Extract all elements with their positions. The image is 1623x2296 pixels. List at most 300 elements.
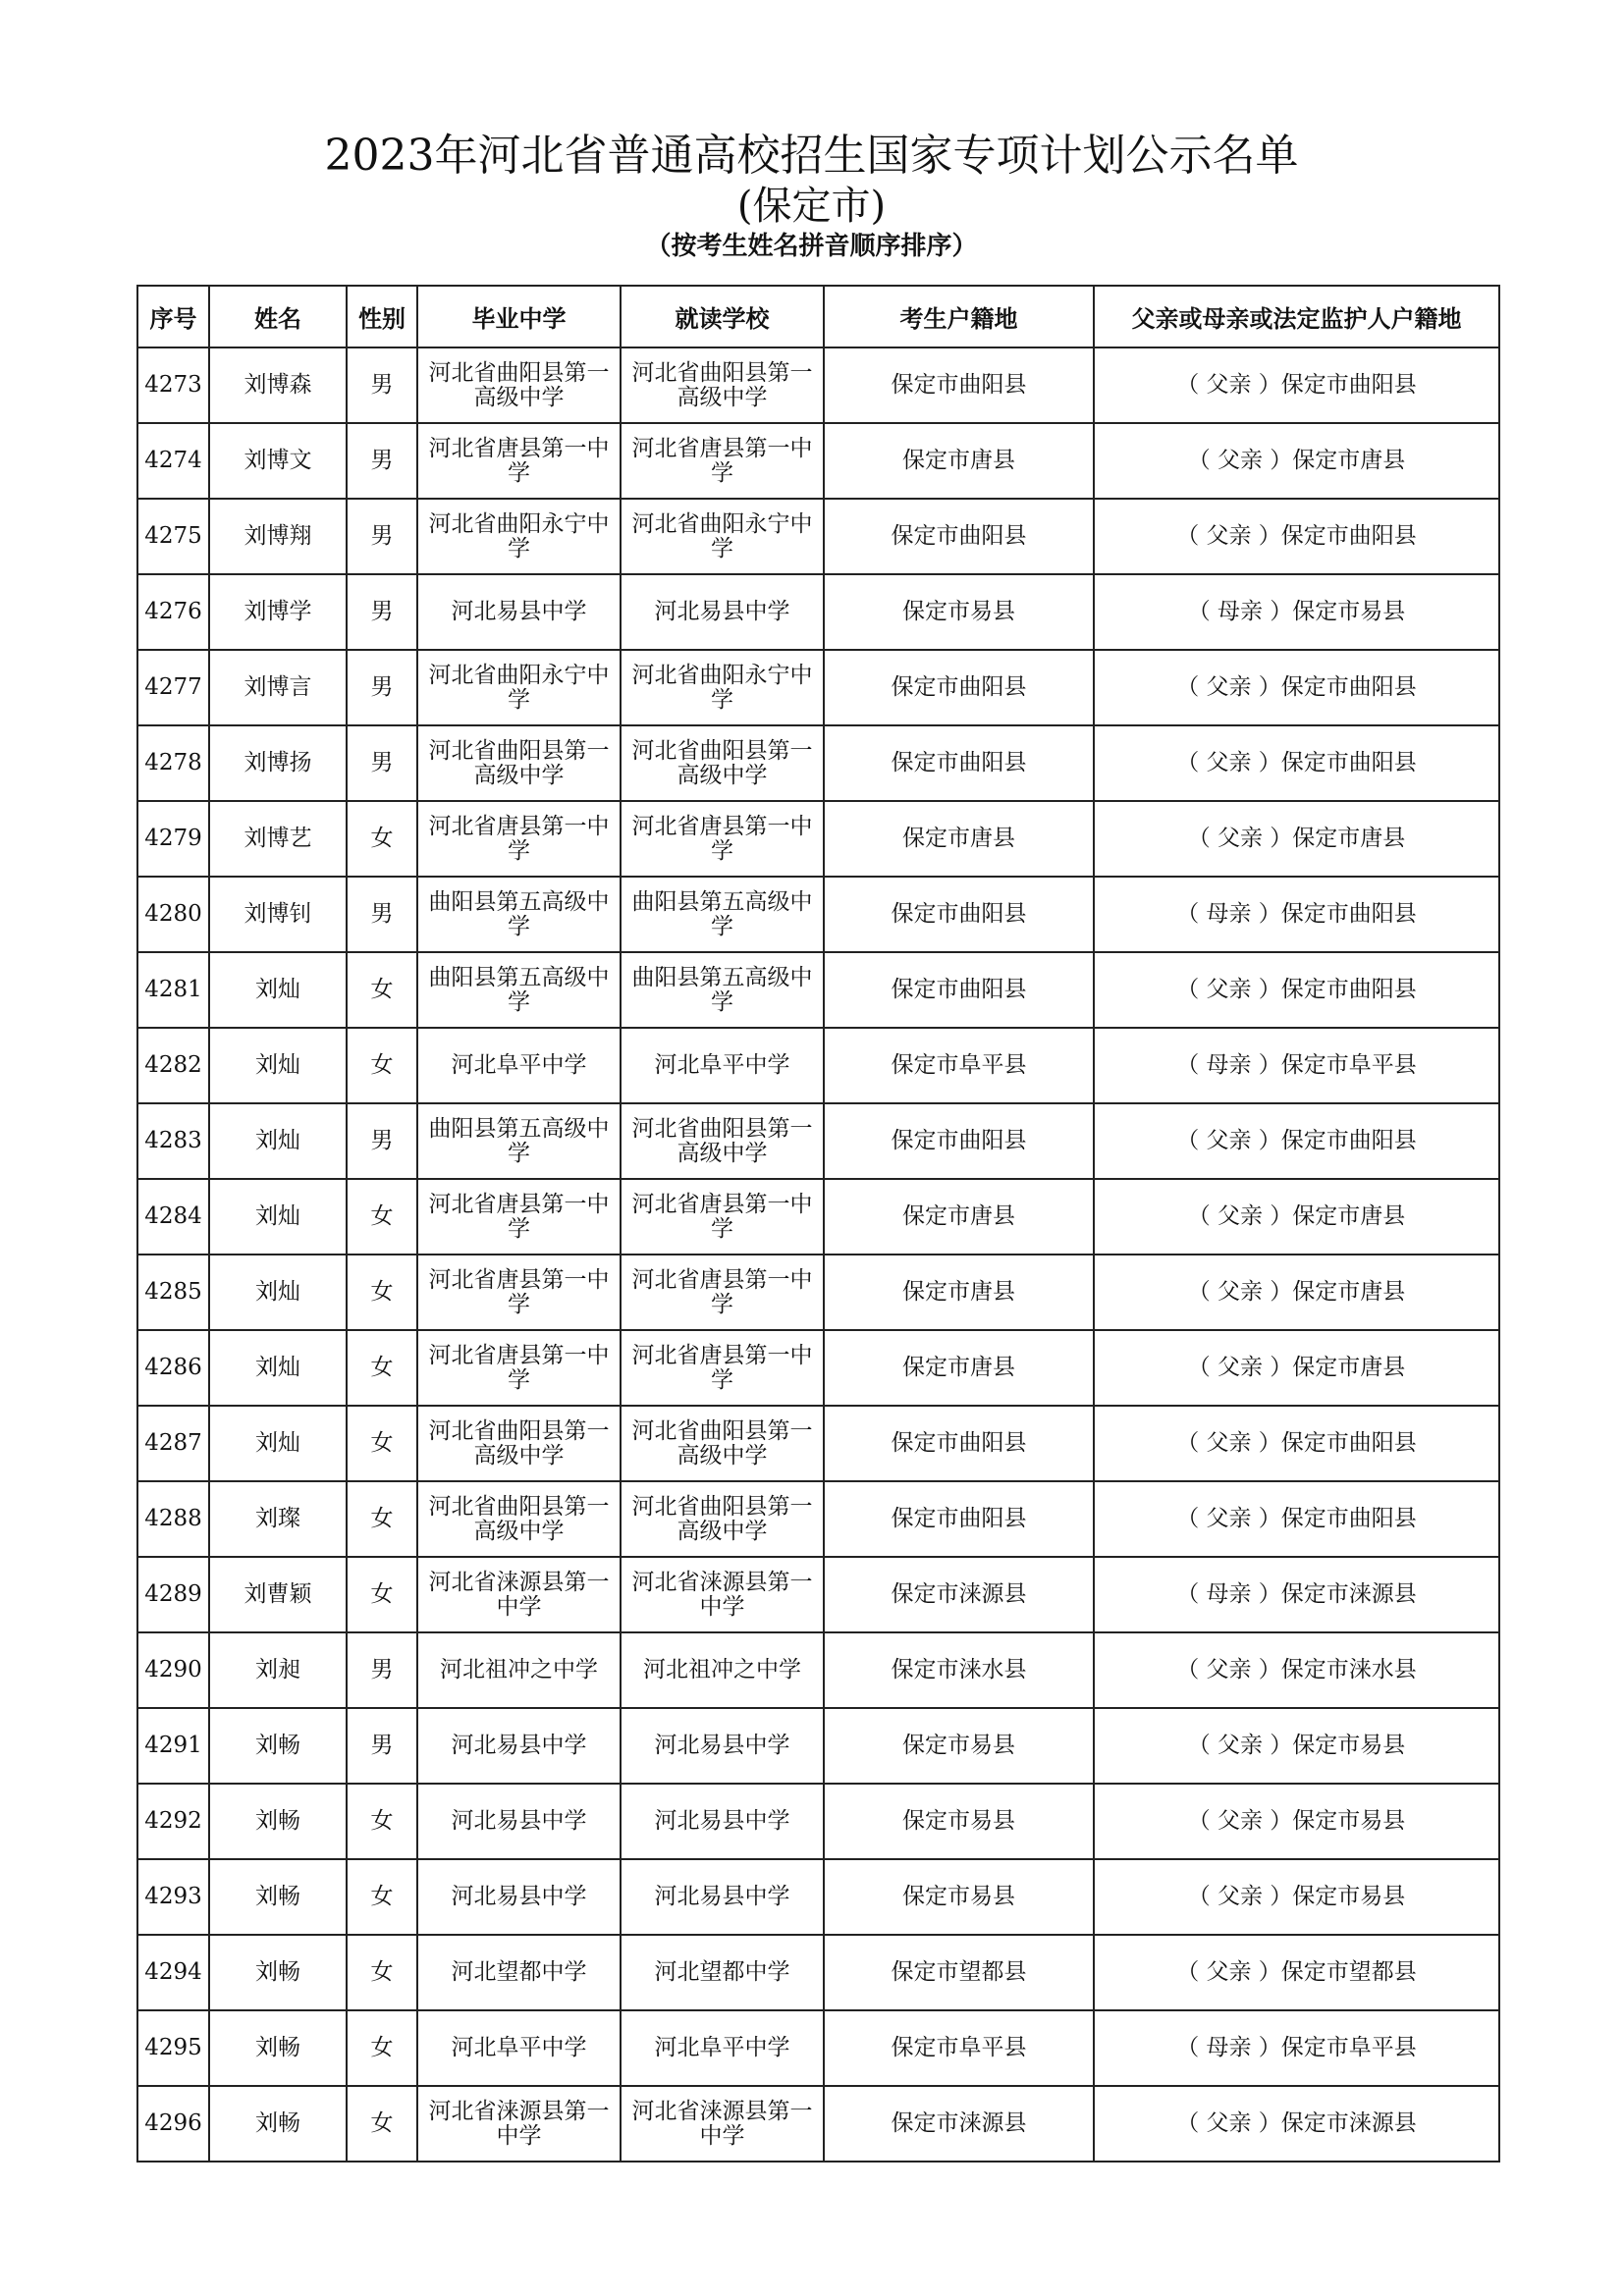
table-row bbox=[137, 952, 1499, 1028]
cell-graduation-school bbox=[417, 423, 621, 499]
cell-name-text: 刘畅 bbox=[255, 2035, 300, 2060]
cell-gender-text: 女 bbox=[370, 2110, 394, 2136]
cell-name-text: 刘博森 bbox=[243, 372, 312, 398]
cell-name-text: 刘畅 bbox=[255, 1733, 300, 1758]
cell-seq-text: 4286 bbox=[144, 1355, 202, 1380]
cell-gender bbox=[347, 1557, 417, 1632]
cell-guardian-residence-text: （ 母亲 ）保定市阜平县 bbox=[1176, 1052, 1417, 1078]
cell-name bbox=[209, 1708, 347, 1784]
cell-guardian-residence bbox=[1094, 1028, 1499, 1103]
header-seq: 序号 bbox=[137, 286, 209, 347]
cell-seq-text: 4279 bbox=[144, 826, 202, 851]
cell-guardian-residence-text: （ 父亲 ）保定市望都县 bbox=[1176, 1959, 1417, 1985]
cell-name bbox=[209, 725, 347, 801]
cell-seq-text: 4294 bbox=[144, 1959, 202, 1985]
cell-current-school-text: 河北省曲阳永宁中学 bbox=[631, 510, 813, 561]
cell-graduation-school bbox=[417, 1406, 621, 1481]
document-city: (保定市) bbox=[736, 184, 887, 229]
cell-gender-text: 女 bbox=[370, 1959, 394, 1985]
cell-guardian-residence bbox=[1094, 2010, 1499, 2086]
cell-residence-text: 保定市唐县 bbox=[902, 1203, 1015, 1229]
document-sort-note: （按考生姓名拼音顺序排序） bbox=[645, 232, 978, 261]
cell-name bbox=[209, 1028, 347, 1103]
cell-current-school bbox=[621, 499, 824, 574]
cell-graduation-school-text: 河北易县中学 bbox=[451, 1733, 587, 1758]
cell-residence bbox=[824, 1935, 1094, 2010]
cell-graduation-school-text: 河北省曲阳永宁中学 bbox=[428, 662, 610, 713]
cell-gender-text: 女 bbox=[370, 2035, 394, 2060]
header-name: 姓名 bbox=[209, 286, 347, 347]
cell-current-school-text: 河北省曲阳县第一高级中学 bbox=[631, 1493, 813, 1544]
cell-residence bbox=[824, 801, 1094, 877]
cell-residence bbox=[824, 1784, 1094, 1859]
cell-seq bbox=[137, 801, 209, 877]
cell-graduation-school-text: 河北易县中学 bbox=[451, 1808, 587, 1834]
table-row bbox=[137, 1179, 1499, 1255]
cell-residence-text: 保定市曲阳县 bbox=[891, 1506, 1027, 1531]
cell-graduation-school-text: 河北省唐县第一中学 bbox=[428, 1191, 610, 1242]
cell-graduation-school-text: 河北易县中学 bbox=[451, 1884, 587, 1909]
cell-residence bbox=[824, 1481, 1094, 1557]
cell-current-school-text: 河北易县中学 bbox=[654, 1733, 790, 1758]
table-row bbox=[137, 1406, 1499, 1481]
cell-current-school bbox=[621, 1481, 824, 1557]
cell-seq-text: 4275 bbox=[144, 523, 202, 549]
cell-residence-text: 保定市涞源县 bbox=[891, 1581, 1027, 1607]
cell-graduation-school-text: 河北望都中学 bbox=[451, 1959, 587, 1985]
cell-current-school bbox=[621, 423, 824, 499]
cell-seq bbox=[137, 1255, 209, 1330]
cell-seq-text: 4283 bbox=[144, 1128, 202, 1153]
cell-residence-text: 保定市曲阳县 bbox=[891, 750, 1027, 775]
cell-name bbox=[209, 1935, 347, 2010]
cell-guardian-residence-text: （ 父亲 ）保定市曲阳县 bbox=[1176, 372, 1417, 398]
cell-guardian-residence bbox=[1094, 650, 1499, 725]
table-row bbox=[137, 499, 1499, 574]
cell-graduation-school bbox=[417, 1255, 621, 1330]
cell-graduation-school-text: 河北省唐县第一中学 bbox=[428, 813, 610, 864]
cell-residence bbox=[824, 1557, 1094, 1632]
cell-current-school-text: 河北省曲阳县第一高级中学 bbox=[631, 1417, 813, 1468]
cell-gender-text: 男 bbox=[370, 1657, 394, 1682]
cell-current-school bbox=[621, 877, 824, 952]
cell-guardian-residence bbox=[1094, 1557, 1499, 1632]
table-row bbox=[137, 877, 1499, 952]
cell-name bbox=[209, 1557, 347, 1632]
cell-seq bbox=[137, 1179, 209, 1255]
cell-guardian-residence bbox=[1094, 725, 1499, 801]
cell-graduation-school bbox=[417, 2086, 621, 2162]
cell-graduation-school-text: 河北省曲阳县第一高级中学 bbox=[428, 359, 610, 410]
header-current-school: 就读学校 bbox=[621, 286, 824, 347]
cell-graduation-school bbox=[417, 952, 621, 1028]
table-row bbox=[137, 1255, 1499, 1330]
cell-guardian-residence-text: （ 父亲 ）保定市唐县 bbox=[1187, 1203, 1406, 1229]
cell-gender bbox=[347, 499, 417, 574]
cell-seq bbox=[137, 423, 209, 499]
cell-graduation-school bbox=[417, 574, 621, 650]
cell-seq bbox=[137, 1708, 209, 1784]
cell-gender bbox=[347, 1330, 417, 1406]
cell-guardian-residence bbox=[1094, 1481, 1499, 1557]
cell-residence-text: 保定市唐县 bbox=[902, 448, 1015, 473]
cell-name bbox=[209, 1481, 347, 1557]
header-graduation-school: 毕业中学 bbox=[417, 286, 621, 347]
cell-name bbox=[209, 1103, 347, 1179]
cell-guardian-residence-text: （ 父亲 ）保定市曲阳县 bbox=[1176, 523, 1417, 549]
cell-gender bbox=[347, 574, 417, 650]
cell-seq bbox=[137, 1103, 209, 1179]
cell-name bbox=[209, 952, 347, 1028]
cell-current-school bbox=[621, 650, 824, 725]
cell-gender-text: 女 bbox=[370, 1052, 394, 1078]
cell-guardian-residence-text: （ 父亲 ）保定市曲阳县 bbox=[1176, 1128, 1417, 1153]
cell-residence-text: 保定市易县 bbox=[902, 1884, 1015, 1909]
table-row bbox=[137, 1028, 1499, 1103]
cell-guardian-residence bbox=[1094, 347, 1499, 423]
cell-graduation-school bbox=[417, 725, 621, 801]
cell-gender bbox=[347, 1028, 417, 1103]
cell-gender bbox=[347, 725, 417, 801]
cell-residence-text: 保定市唐县 bbox=[902, 826, 1015, 851]
cell-current-school bbox=[621, 801, 824, 877]
cell-current-school bbox=[621, 347, 824, 423]
cell-graduation-school bbox=[417, 1481, 621, 1557]
cell-residence-text: 保定市望都县 bbox=[891, 1959, 1027, 1985]
cell-residence bbox=[824, 1255, 1094, 1330]
cell-guardian-residence-text: （ 母亲 ）保定市易县 bbox=[1187, 599, 1406, 624]
cell-name bbox=[209, 2086, 347, 2162]
cell-seq bbox=[137, 1481, 209, 1557]
cell-guardian-residence-text: （ 父亲 ）保定市唐县 bbox=[1187, 826, 1406, 851]
cell-gender-text: 女 bbox=[370, 826, 394, 851]
cell-residence bbox=[824, 725, 1094, 801]
cell-current-school bbox=[621, 1179, 824, 1255]
cell-name-text: 刘博翔 bbox=[243, 523, 312, 549]
cell-guardian-residence-text: （ 父亲 ）保定市曲阳县 bbox=[1176, 674, 1417, 700]
cell-graduation-school bbox=[417, 1708, 621, 1784]
cell-gender bbox=[347, 2086, 417, 2162]
cell-name bbox=[209, 1406, 347, 1481]
cell-guardian-residence bbox=[1094, 1179, 1499, 1255]
cell-graduation-school-text: 河北省涞源县第一中学 bbox=[428, 1569, 610, 1620]
candidate-table bbox=[136, 285, 1500, 2163]
header-guardian-residence: 父亲或母亲或法定监护人户籍地 bbox=[1094, 286, 1499, 347]
cell-residence-text: 保定市唐县 bbox=[902, 1279, 1015, 1305]
table-row bbox=[137, 1557, 1499, 1632]
cell-current-school-text: 河北阜平中学 bbox=[654, 1052, 790, 1078]
cell-graduation-school bbox=[417, 1859, 621, 1935]
cell-seq-text: 4292 bbox=[144, 1808, 202, 1834]
cell-gender bbox=[347, 1859, 417, 1935]
cell-guardian-residence bbox=[1094, 1330, 1499, 1406]
cell-current-school-text: 河北省唐县第一中学 bbox=[631, 435, 813, 486]
cell-residence bbox=[824, 650, 1094, 725]
cell-name-text: 刘灿 bbox=[255, 1355, 300, 1380]
table-row bbox=[137, 1935, 1499, 2010]
cell-name bbox=[209, 1179, 347, 1255]
cell-current-school bbox=[621, 1935, 824, 2010]
cell-seq bbox=[137, 952, 209, 1028]
cell-seq bbox=[137, 2010, 209, 2086]
cell-graduation-school bbox=[417, 877, 621, 952]
cell-guardian-residence-text: （ 父亲 ）保定市唐县 bbox=[1187, 1355, 1406, 1380]
cell-name bbox=[209, 1255, 347, 1330]
cell-seq bbox=[137, 2086, 209, 2162]
cell-current-school bbox=[621, 952, 824, 1028]
table-row bbox=[137, 1859, 1499, 1935]
cell-current-school-text: 河北望都中学 bbox=[654, 1959, 790, 1985]
cell-gender-text: 男 bbox=[370, 372, 394, 398]
cell-current-school-text: 河北省唐县第一中学 bbox=[631, 1266, 813, 1317]
cell-residence-text: 保定市曲阳县 bbox=[891, 674, 1027, 700]
cell-gender bbox=[347, 1784, 417, 1859]
cell-name-text: 刘博言 bbox=[243, 674, 312, 700]
cell-name-text: 刘博艺 bbox=[243, 826, 312, 851]
cell-name-text: 刘畅 bbox=[255, 1808, 300, 1834]
cell-name bbox=[209, 574, 347, 650]
cell-seq-text: 4284 bbox=[144, 1203, 202, 1229]
cell-gender bbox=[347, 1103, 417, 1179]
cell-seq bbox=[137, 1557, 209, 1632]
cell-guardian-residence-text: （ 父亲 ）保定市涞源县 bbox=[1176, 2110, 1417, 2136]
cell-seq bbox=[137, 1406, 209, 1481]
cell-name bbox=[209, 1784, 347, 1859]
cell-residence-text: 保定市曲阳县 bbox=[891, 372, 1027, 398]
cell-guardian-residence-text: （ 父亲 ）保定市易县 bbox=[1187, 1884, 1406, 1909]
cell-graduation-school bbox=[417, 650, 621, 725]
table-row bbox=[137, 347, 1499, 423]
cell-name bbox=[209, 347, 347, 423]
cell-residence-text: 保定市阜平县 bbox=[891, 1052, 1027, 1078]
cell-guardian-residence bbox=[1094, 801, 1499, 877]
table-header-row bbox=[137, 286, 1499, 347]
cell-gender-text: 女 bbox=[370, 1279, 394, 1305]
cell-graduation-school-text: 曲阳县第五高级中学 bbox=[428, 964, 610, 1015]
cell-graduation-school-text: 曲阳县第五高级中学 bbox=[428, 888, 610, 939]
cell-name bbox=[209, 650, 347, 725]
table-row bbox=[137, 1481, 1499, 1557]
cell-gender-text: 男 bbox=[370, 674, 394, 700]
cell-name bbox=[209, 801, 347, 877]
cell-current-school bbox=[621, 1255, 824, 1330]
cell-gender-text: 女 bbox=[370, 1203, 394, 1229]
cell-graduation-school bbox=[417, 1935, 621, 2010]
cell-residence bbox=[824, 347, 1094, 423]
cell-residence bbox=[824, 2086, 1094, 2162]
cell-gender-text: 女 bbox=[370, 1808, 394, 1834]
cell-graduation-school-text: 河北祖冲之中学 bbox=[440, 1657, 598, 1682]
cell-current-school-text: 河北省涞源县第一中学 bbox=[631, 1569, 813, 1620]
table-row bbox=[137, 1784, 1499, 1859]
cell-guardian-residence-text: （ 父亲 ）保定市曲阳县 bbox=[1176, 1430, 1417, 1456]
cell-gender bbox=[347, 650, 417, 725]
cell-name bbox=[209, 877, 347, 952]
cell-residence bbox=[824, 1330, 1094, 1406]
cell-current-school bbox=[621, 725, 824, 801]
cell-graduation-school bbox=[417, 1784, 621, 1859]
cell-seq bbox=[137, 1330, 209, 1406]
cell-residence-text: 保定市曲阳县 bbox=[891, 523, 1027, 549]
cell-guardian-residence bbox=[1094, 1708, 1499, 1784]
cell-guardian-residence-text: （ 父亲 ）保定市唐县 bbox=[1187, 1279, 1406, 1305]
cell-residence bbox=[824, 1028, 1094, 1103]
cell-gender bbox=[347, 423, 417, 499]
cell-graduation-school bbox=[417, 1632, 621, 1708]
cell-name bbox=[209, 423, 347, 499]
header-gender: 性别 bbox=[347, 286, 417, 347]
cell-graduation-school bbox=[417, 1557, 621, 1632]
cell-seq-text: 4276 bbox=[144, 599, 202, 624]
cell-guardian-residence bbox=[1094, 952, 1499, 1028]
table-row bbox=[137, 1632, 1499, 1708]
cell-name bbox=[209, 1632, 347, 1708]
cell-guardian-residence bbox=[1094, 877, 1499, 952]
cell-current-school bbox=[621, 1028, 824, 1103]
cell-residence-text: 保定市易县 bbox=[902, 1808, 1015, 1834]
cell-graduation-school-text: 曲阳县第五高级中学 bbox=[428, 1115, 610, 1166]
cell-residence-text: 保定市曲阳县 bbox=[891, 1128, 1027, 1153]
cell-seq bbox=[137, 574, 209, 650]
cell-gender-text: 女 bbox=[370, 1884, 394, 1909]
cell-current-school-text: 河北祖冲之中学 bbox=[643, 1657, 801, 1682]
cell-name bbox=[209, 2010, 347, 2086]
cell-name-text: 刘灿 bbox=[255, 1279, 300, 1305]
cell-residence bbox=[824, 1632, 1094, 1708]
cell-residence bbox=[824, 1708, 1094, 1784]
cell-graduation-school-text: 河北阜平中学 bbox=[451, 2035, 587, 2060]
cell-gender bbox=[347, 801, 417, 877]
table-body bbox=[137, 347, 1499, 2162]
cell-residence bbox=[824, 1103, 1094, 1179]
cell-guardian-residence-text: （ 母亲 ）保定市涞源县 bbox=[1176, 1581, 1417, 1607]
cell-gender bbox=[347, 1406, 417, 1481]
cell-name-text: 刘畅 bbox=[255, 2110, 300, 2136]
cell-seq-text: 4295 bbox=[144, 2035, 202, 2060]
cell-seq bbox=[137, 499, 209, 574]
cell-residence bbox=[824, 423, 1094, 499]
cell-residence-text: 保定市易县 bbox=[902, 599, 1015, 624]
cell-seq-text: 4293 bbox=[144, 1884, 202, 1909]
cell-residence bbox=[824, 499, 1094, 574]
cell-current-school bbox=[621, 2086, 824, 2162]
cell-seq bbox=[137, 1859, 209, 1935]
cell-gender bbox=[347, 1255, 417, 1330]
cell-guardian-residence-text: （ 父亲 ）保定市曲阳县 bbox=[1176, 750, 1417, 775]
cell-current-school-text: 曲阳县第五高级中学 bbox=[631, 964, 813, 1015]
cell-name-text: 刘曹颖 bbox=[243, 1581, 312, 1607]
cell-gender-text: 女 bbox=[370, 977, 394, 1002]
cell-seq bbox=[137, 725, 209, 801]
cell-seq-text: 4273 bbox=[144, 372, 202, 398]
cell-name-text: 刘博扬 bbox=[243, 750, 312, 775]
table-row bbox=[137, 1103, 1499, 1179]
table-row bbox=[137, 1330, 1499, 1406]
cell-residence bbox=[824, 2010, 1094, 2086]
cell-guardian-residence-text: （ 父亲 ）保定市曲阳县 bbox=[1176, 1506, 1417, 1531]
cell-seq bbox=[137, 1935, 209, 2010]
cell-gender-text: 男 bbox=[370, 1128, 394, 1153]
cell-seq bbox=[137, 347, 209, 423]
cell-name-text: 刘博钊 bbox=[243, 901, 312, 927]
cell-name bbox=[209, 1330, 347, 1406]
cell-gender-text: 男 bbox=[370, 1733, 394, 1758]
cell-current-school-text: 河北易县中学 bbox=[654, 1808, 790, 1834]
cell-residence bbox=[824, 952, 1094, 1028]
cell-current-school bbox=[621, 1557, 824, 1632]
cell-gender-text: 女 bbox=[370, 1581, 394, 1607]
cell-guardian-residence-text: （ 父亲 ）保定市易县 bbox=[1187, 1733, 1406, 1758]
cell-name-text: 刘灿 bbox=[255, 1128, 300, 1153]
cell-seq-text: 4289 bbox=[144, 1581, 202, 1607]
cell-residence bbox=[824, 877, 1094, 952]
cell-gender bbox=[347, 347, 417, 423]
cell-name-text: 刘灿 bbox=[255, 1203, 300, 1229]
cell-name-text: 刘畅 bbox=[255, 1959, 300, 1985]
cell-gender-text: 女 bbox=[370, 1355, 394, 1380]
cell-guardian-residence bbox=[1094, 1784, 1499, 1859]
cell-graduation-school-text: 河北省唐县第一中学 bbox=[428, 435, 610, 486]
cell-current-school bbox=[621, 1859, 824, 1935]
cell-gender bbox=[347, 2010, 417, 2086]
cell-name-text: 刘畅 bbox=[255, 1884, 300, 1909]
cell-graduation-school-text: 河北易县中学 bbox=[451, 599, 587, 624]
cell-gender-text: 女 bbox=[370, 1430, 394, 1456]
cell-graduation-school-text: 河北省曲阳永宁中学 bbox=[428, 510, 610, 561]
table-row bbox=[137, 2010, 1499, 2086]
cell-seq bbox=[137, 877, 209, 952]
cell-residence-text: 保定市阜平县 bbox=[891, 2035, 1027, 2060]
cell-guardian-residence-text: （ 父亲 ）保定市唐县 bbox=[1187, 448, 1406, 473]
cell-residence-text: 保定市易县 bbox=[902, 1733, 1015, 1758]
table-row bbox=[137, 574, 1499, 650]
cell-current-school bbox=[621, 574, 824, 650]
cell-residence bbox=[824, 574, 1094, 650]
cell-residence-text: 保定市唐县 bbox=[902, 1355, 1015, 1380]
cell-gender bbox=[347, 1481, 417, 1557]
header-residence: 考生户籍地 bbox=[824, 286, 1094, 347]
cell-seq bbox=[137, 1632, 209, 1708]
cell-graduation-school bbox=[417, 1330, 621, 1406]
cell-residence-text: 保定市涞水县 bbox=[891, 1657, 1027, 1682]
cell-graduation-school bbox=[417, 1103, 621, 1179]
cell-gender bbox=[347, 1935, 417, 2010]
cell-current-school-text: 河北省唐县第一中学 bbox=[631, 1191, 813, 1242]
cell-guardian-residence bbox=[1094, 1935, 1499, 2010]
cell-seq-text: 4290 bbox=[144, 1657, 202, 1682]
cell-gender-text: 女 bbox=[370, 1506, 394, 1531]
cell-guardian-residence bbox=[1094, 1406, 1499, 1481]
cell-current-school-text: 河北省曲阳县第一高级中学 bbox=[631, 1115, 813, 1166]
cell-seq bbox=[137, 650, 209, 725]
cell-graduation-school bbox=[417, 1028, 621, 1103]
cell-guardian-residence-text: （ 父亲 ）保定市曲阳县 bbox=[1176, 977, 1417, 1002]
table-row bbox=[137, 2086, 1499, 2162]
cell-graduation-school-text: 河北省唐县第一中学 bbox=[428, 1342, 610, 1393]
cell-guardian-residence bbox=[1094, 1859, 1499, 1935]
cell-current-school bbox=[621, 1784, 824, 1859]
cell-guardian-residence-text: （ 母亲 ）保定市曲阳县 bbox=[1176, 901, 1417, 927]
cell-name-text: 刘博学 bbox=[243, 599, 312, 624]
cell-current-school bbox=[621, 2010, 824, 2086]
cell-seq-text: 4291 bbox=[144, 1733, 202, 1758]
cell-gender bbox=[347, 1179, 417, 1255]
cell-current-school-text: 河北省曲阳县第一高级中学 bbox=[631, 359, 813, 410]
cell-gender-text: 男 bbox=[370, 448, 394, 473]
cell-residence bbox=[824, 1406, 1094, 1481]
cell-seq-text: 4278 bbox=[144, 750, 202, 775]
cell-graduation-school bbox=[417, 1179, 621, 1255]
